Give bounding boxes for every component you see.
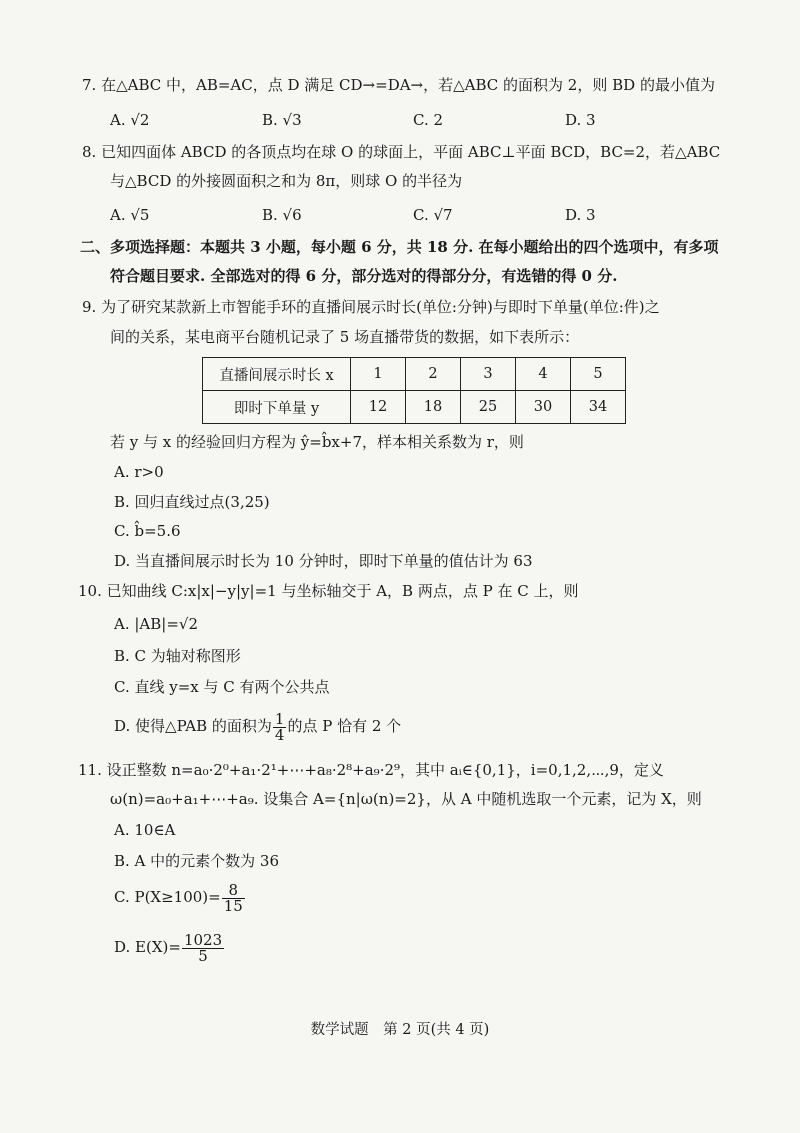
table-cell: 3 [461, 358, 516, 391]
q9-stem-line2: 间的关系，某电商平台随机记录了 5 场直播带货的数据，如下表所示： [110, 328, 580, 346]
section2-heading-line2: 符合题目要求. 全部选对的得 6 分，部分选对的得部分分，有选错的得 0 分. [110, 267, 618, 285]
q9-regression-stem: 若 y 与 x 的经验回归方程为 ŷ=b̂x+7，样本相关系数为 r，则 [110, 433, 524, 451]
q9-data-table [202, 357, 626, 424]
table-cell: 5 [571, 358, 626, 391]
q10-stem: 10. 已知曲线 C:x|x|−y|y|=1 与坐标轴交于 A，B 两点，点 P 在 C 上，则 [78, 582, 579, 600]
table-cell: 1 [351, 358, 406, 391]
q9-option-c: C. b̂=5.6 [114, 522, 181, 540]
q9-option-b: B. 回归直线过点(3,25) [114, 493, 270, 511]
q7-option-a: A. √2 [110, 111, 150, 129]
q8-stem-line2: 与△BCD 的外接圆面积之和为 8π，则球 O 的半径为 [110, 172, 463, 190]
table-row [203, 358, 626, 391]
table-row [203, 391, 626, 424]
fraction [273, 709, 287, 744]
q10-option-b: B. C 为轴对称图形 [114, 647, 241, 665]
fraction [222, 880, 245, 915]
q9-option-a: A. r>0 [114, 463, 164, 481]
q8-option-d: D. 3 [565, 206, 596, 224]
table-header-duration: 直播间展示时长 x [203, 358, 351, 391]
q9-stem-line1: 9. 为了研究某款新上市智能手环的直播间展示时长(单位:分钟)与即时下单量(单位:件)之 [82, 298, 660, 316]
table-cell: 25 [461, 391, 516, 424]
q10-option-a: A. |AB|=√2 [114, 615, 199, 633]
q8-option-b: B. √6 [262, 206, 302, 224]
q11-option-d [114, 930, 225, 964]
section2-heading-line1: 二、多项选择题：本题共 3 小题，每小题 6 分，共 18 分. 在每小题给出的四个选项中，有多项 [80, 238, 719, 256]
table-cell: 30 [516, 391, 571, 424]
fraction-denominator: 5 [198, 946, 208, 965]
q11-option-c [114, 880, 246, 914]
fraction-numerator: 1023 [183, 930, 223, 949]
table-cell: 2 [406, 358, 461, 391]
q9-option-d: D. 当直播间展示时长为 10 分钟时，即时下单量的值估计为 63 [114, 552, 533, 570]
q10-option-d-suffix: 的点 P 恰有 2 个 [287, 717, 402, 735]
table-cell: 4 [516, 358, 571, 391]
q11-option-a: A. 10∈A [114, 821, 176, 839]
table-header-orders: 即时下单量 y [203, 391, 351, 424]
q10-option-c: C. 直线 y=x 与 C 有两个公共点 [114, 678, 330, 696]
table-cell: 34 [571, 391, 626, 424]
fraction-numerator: 8 [222, 883, 245, 899]
q7-option-c: C. 2 [413, 111, 444, 129]
q11-option-d-prefix: D. E(X)= [114, 938, 181, 956]
fraction-numerator: 1 [274, 709, 285, 728]
fraction-denominator: 15 [223, 896, 243, 915]
fraction-denominator: 4 [274, 725, 285, 744]
q11-stem-line1: 11. 设正整数 n=a₀·2⁰+a₁·2¹+⋯+a₈·2⁸+a₉·2⁹，其中 aᵢ∈{0,1}，i=0,1,2,⋯,9，定义 [78, 761, 664, 779]
q7-option-d: D. 3 [565, 111, 596, 129]
table-cell: 12 [351, 391, 406, 424]
q7-option-b: B. √3 [262, 111, 302, 129]
table-cell: 18 [406, 391, 461, 424]
q10-option-d [114, 710, 401, 743]
q11-option-b: B. A 中的元素个数为 36 [114, 852, 280, 870]
q11-option-c-prefix: C. P(X≥100)= [114, 888, 221, 906]
q11-stem-line2: ω(n)=a₀+a₁+⋯+a₉. 设集合 A={n|ω(n)=2}，从 A 中随机选取一个元素，记为 X，则 [110, 790, 702, 808]
fraction [182, 930, 224, 965]
q7-stem: 7. 在△ABC 中，AB=AC，点 D 满足 CD→=DA→，若△ABC 的面积为 2，则 BD 的最小值为 [82, 76, 715, 94]
q8-option-c: C. √7 [413, 206, 453, 224]
q10-option-d-prefix: D. 使得△PAB 的面积为 [114, 717, 272, 735]
q8-option-a: A. √5 [110, 206, 150, 224]
q8-stem-line1: 8. 已知四面体 ABCD 的各顶点均在球 O 的球面上，平面 ABC⊥平面 BCD，BC=2，若△ABC [82, 143, 721, 161]
page-footer: 数学试题 第 2 页(共 4 页) [310, 1022, 490, 1038]
